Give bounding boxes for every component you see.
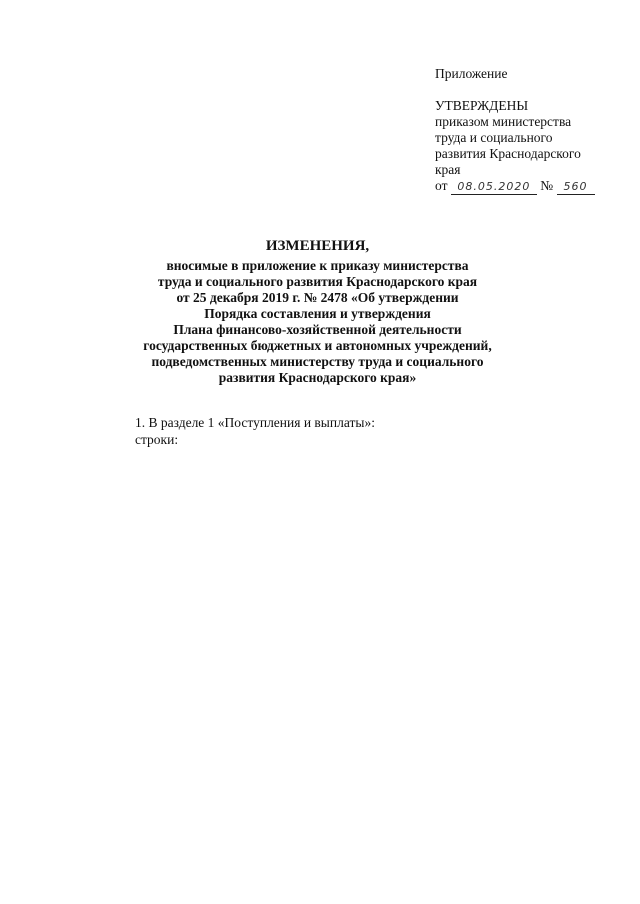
- title-line: государственных бюджетных и автономных учреждений,: [143, 338, 492, 353]
- order-date-number-row: [435, 178, 635, 195]
- approved-line: труда и социального: [435, 130, 553, 145]
- title-line: Порядка составления и утверждения: [204, 306, 431, 321]
- document-title: [120, 238, 515, 386]
- number-sign: №: [540, 178, 554, 193]
- title-line: развития Краснодарского края»: [218, 370, 417, 385]
- order-number-handwritten: 560: [557, 180, 595, 195]
- title-line: труда и социального развития Краснодарского края: [157, 274, 478, 289]
- section-heading: 1. В разделе 1 «Поступления и выплаты»:: [135, 415, 375, 430]
- title-line: от 25 декабря 2019 г. № 2478 «Об утверждении: [176, 290, 459, 305]
- approved-heading: УТВЕРЖДЕНЫ: [435, 98, 529, 113]
- date-prefix: от: [435, 178, 448, 193]
- order-date-handwritten: 08.05.2020: [451, 180, 537, 195]
- approved-line: развития Краснодарского: [435, 146, 581, 161]
- appendix-label: Приложение: [435, 66, 508, 81]
- title-line: подведомственных министерству труда и социального: [151, 354, 484, 369]
- section-subline: строки:: [135, 432, 179, 447]
- approved-line: приказом министерства: [435, 114, 572, 129]
- approved-line: края: [435, 162, 461, 177]
- title-line: Плана финансово-хозяйственной деятельности: [173, 322, 462, 337]
- section-text: [135, 414, 595, 448]
- approved-by-text: [435, 114, 635, 178]
- title-line: вносимые в приложение к приказу министерства: [166, 258, 469, 273]
- title-heading: ИЗМЕНЕНИЯ,: [265, 238, 370, 254]
- approval-block: [435, 66, 635, 195]
